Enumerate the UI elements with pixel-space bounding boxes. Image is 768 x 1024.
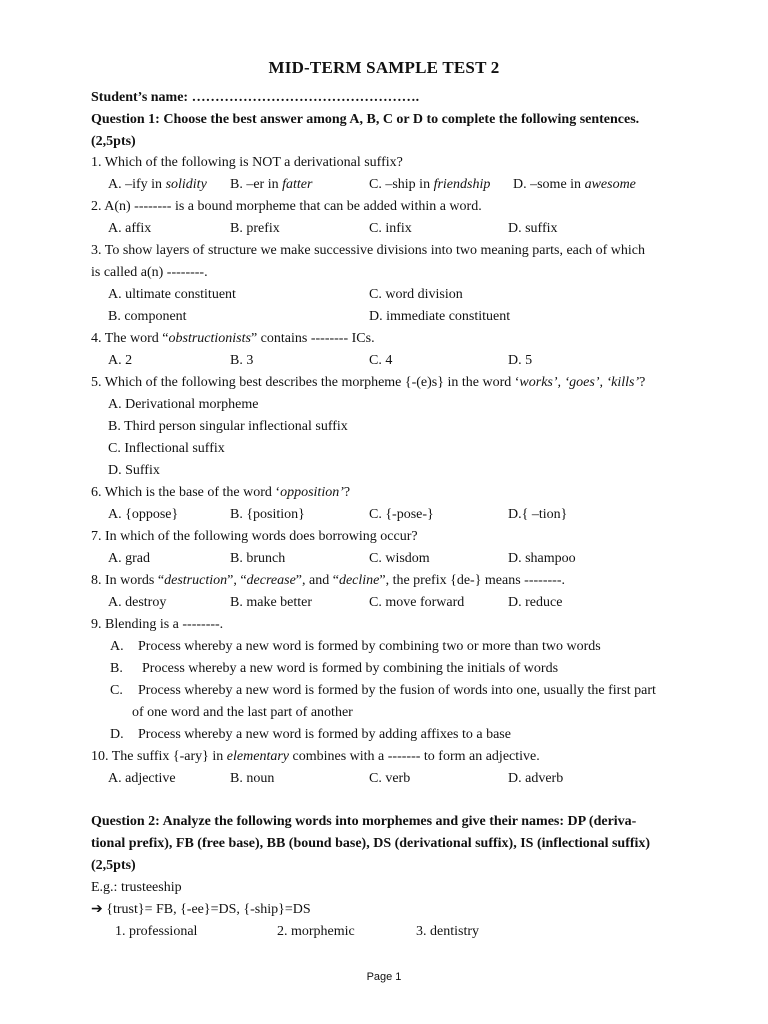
q1-item-9-stem: 9. Blending is a --------. <box>91 617 224 632</box>
q1-item-3-option-c: C. word division <box>369 287 463 302</box>
q1-item-7-stem: 7. In which of the following words does borrowing occur? <box>91 529 418 544</box>
q1-item-1-option-d: D. –some in awesome <box>513 177 636 192</box>
q1-item-7-option-d: D. shampoo <box>508 551 576 566</box>
q1-item-3-option-a: A. ultimate constituent <box>108 287 236 302</box>
q1-item-4-option-d: D. 5 <box>508 353 533 368</box>
q1-item-9-option-c-letter: C. <box>110 683 123 698</box>
student-name-line: Student’s name: …………………………………………. <box>91 90 420 105</box>
q1-item-3-option-d: D. immediate constituent <box>369 309 511 324</box>
q1-item-4-stem: 4. The word “obstructionists” contains -------- ICs. <box>91 331 375 346</box>
question-2-example: E.g.: trusteeship <box>91 880 182 895</box>
question-1-heading: Question 1: Choose the best answer among A, B, C or D to complete the following sentences. <box>91 112 640 127</box>
q1-item-8-option-c: C. move forward <box>369 595 465 610</box>
q1-item-9-option-d-letter: D. <box>110 727 124 742</box>
q1-item-1-option-b: B. –er in fatter <box>230 177 313 192</box>
q1-item-6-option-d: D.{ –tion} <box>508 507 568 522</box>
q1-item-1-option-c: C. –ship in friendship <box>369 177 491 192</box>
q1-item-7-option-b: B. brunch <box>230 551 286 566</box>
q2-word-3: 3. dentistry <box>416 924 479 939</box>
q1-item-4-option-c: C. 4 <box>369 353 393 368</box>
q1-item-7-option-a: A. grad <box>108 551 150 566</box>
q1-item-7-option-c: C. wisdom <box>369 551 430 566</box>
q1-item-3-stem-cont: is called a(n) --------. <box>91 265 208 280</box>
question-2-points: (2,5pts) <box>91 858 136 873</box>
q1-item-2-option-c: C. infix <box>369 221 412 236</box>
q1-item-1-option-a: A. –ify in solidity <box>108 177 207 192</box>
q2-word-1: 1. professional <box>115 924 198 939</box>
q1-item-2-option-a: A. affix <box>108 221 152 236</box>
q1-item-4-option-b: B. 3 <box>230 353 254 368</box>
q1-item-8-option-b: B. make better <box>230 595 313 610</box>
q1-item-3-stem: 3. To show layers of structure we make successive divisions into two meaning parts, each of which <box>91 243 645 258</box>
q2-word-2: 2. morphemic <box>277 924 355 939</box>
q1-item-8-stem: 8. In words “destruction”, “decrease”, and “decline”, the prefix {de-} means --------. <box>91 573 565 588</box>
q1-item-5-option-b: B. Third person singular inflectional suffix <box>108 419 348 434</box>
q1-item-6-option-a: A. {oppose} <box>108 507 179 522</box>
q1-item-2-stem: 2. A(n) -------- is a bound morpheme that can be added within a word. <box>91 199 482 214</box>
question-1-points: (2,5pts) <box>91 134 136 149</box>
q1-item-8-option-d: D. reduce <box>508 595 563 610</box>
q1-item-10-option-d: D. adverb <box>508 771 564 786</box>
q1-item-2-option-d: D. suffix <box>508 221 558 236</box>
q1-item-9-option-c: Process whereby a new word is formed by the fusion of words into one, usually the first part <box>138 683 656 698</box>
q1-item-9-option-b: Process whereby a new word is formed by combining the initials of words <box>142 661 559 676</box>
q1-item-9-option-c-cont: of one word and the last part of another <box>132 705 353 720</box>
q1-item-9-option-a-letter: A. <box>110 639 124 654</box>
q1-item-6-stem: 6. Which is the base of the word ‘opposition’? <box>91 485 351 500</box>
q1-item-6-option-b: B. {position} <box>230 507 305 522</box>
page-title: MID-TERM SAMPLE TEST 2 <box>268 58 500 77</box>
q1-item-9-option-b-letter: B. <box>110 661 123 676</box>
arrow-right-icon: ➔ <box>91 902 103 917</box>
q1-item-9-option-a: Process whereby a new word is formed by combining two or more than two words <box>138 639 601 654</box>
q1-item-10-option-c: C. verb <box>369 771 411 786</box>
q1-item-5-option-c: C. Inflectional suffix <box>108 441 225 456</box>
q1-item-5-option-a: A. Derivational morpheme <box>108 397 259 412</box>
q1-item-6-option-c: C. {-pose-} <box>369 507 434 522</box>
q1-item-5-option-d: D. Suffix <box>108 463 160 478</box>
q1-item-10-stem: 10. The suffix {-ary} in elementary combines with a ------- to form an adjective. <box>91 749 540 764</box>
q1-item-5-stem: 5. Which of the following best describes the morpheme {-(e)s} in the word ‘works’, ‘goes’, ‘kills’? <box>91 375 646 390</box>
q1-item-1-stem: 1. Which of the following is NOT a derivational suffix? <box>91 155 403 170</box>
q1-item-10-option-b: B. noun <box>230 771 275 786</box>
q1-item-3-option-b: B. component <box>108 309 187 324</box>
q1-item-4-option-a: A. 2 <box>108 353 133 368</box>
q1-item-10-option-a: A. adjective <box>108 771 176 786</box>
page-footer: Page 1 <box>366 971 402 983</box>
question-2-heading: Question 2: Analyze the following words into morphemes and give their names: DP (deriva- <box>91 814 637 829</box>
q1-item-8-option-a: A. destroy <box>108 595 167 610</box>
q1-item-2-option-b: B. prefix <box>230 221 280 236</box>
question-2-example-answer: ➔ {trust}= FB, {-ee}=DS, {-ship}=DS <box>91 902 311 917</box>
question-2-heading-cont: tional prefix), FB (free base), BB (bound base), DS (derivational suffix), IS (inflectional suffix) <box>91 836 651 851</box>
q1-item-9-option-d: Process whereby a new word is formed by adding affixes to a base <box>138 727 511 742</box>
